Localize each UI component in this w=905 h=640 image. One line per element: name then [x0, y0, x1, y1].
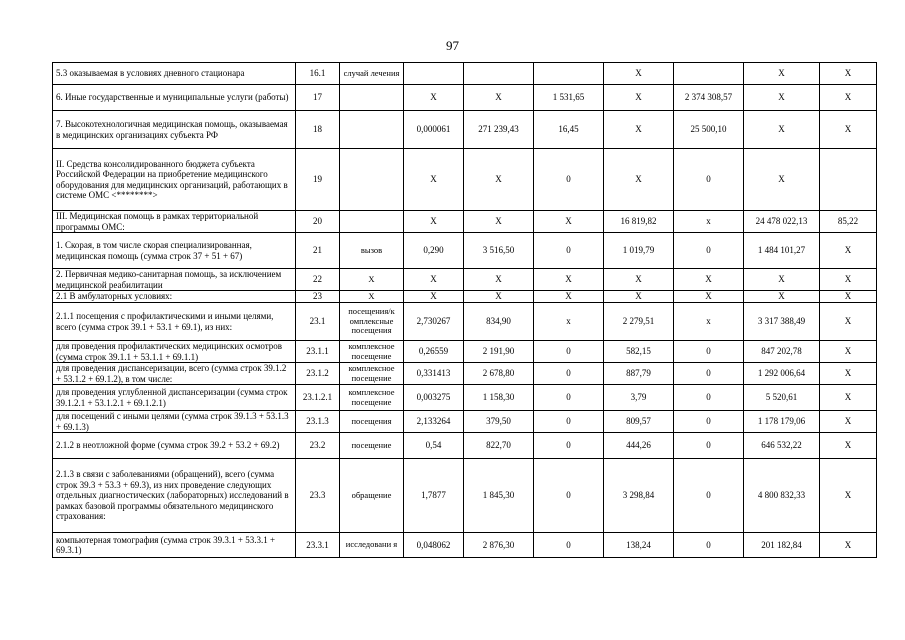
row-label: 2.1.3 в связи с заболеваниями (обращений), всего (сумма строк 39.3 + 53.3 + 69.3), из них проведение следующих отдельных диагностических (лабораторных) исследований в рамках базовой программы обязательного медицинского страхования: — [53, 459, 296, 533]
cost-cell — [464, 63, 534, 85]
indicator-cell: X — [404, 211, 464, 233]
row-number: 16.1 — [296, 63, 340, 85]
unit-cell: комплексное посещение — [340, 341, 404, 363]
unit-cell — [340, 111, 404, 149]
indicator-cell: 0,26559 — [404, 341, 464, 363]
cost-cell: X — [464, 291, 534, 303]
budget-cell: x — [534, 303, 604, 341]
cost-cell: 822,70 — [464, 433, 534, 459]
budget-total-cell: x — [674, 211, 744, 233]
table-body — [53, 63, 877, 558]
table-row — [53, 341, 877, 363]
oms-total-cell: 1 292 006,64 — [744, 363, 820, 385]
table-row — [53, 63, 877, 85]
table-row — [53, 269, 877, 291]
row-number: 23.1 — [296, 303, 340, 341]
row-number: 23 — [296, 291, 340, 303]
budget-total-cell — [674, 63, 744, 85]
unit-cell: посещение — [340, 433, 404, 459]
indicator-cell: X — [404, 149, 464, 211]
oms-total-cell: X — [744, 291, 820, 303]
cost-cell: 3 516,50 — [464, 233, 534, 269]
row-label: III. Медицинская помощь в рамках территориальной программы ОМС: — [53, 211, 296, 233]
row-number: 23.3.1 — [296, 533, 340, 558]
percent-cell: X — [820, 363, 877, 385]
percent-cell: X — [820, 85, 877, 111]
table-row — [53, 291, 877, 303]
row-number: 19 — [296, 149, 340, 211]
budget-cell: 0 — [534, 433, 604, 459]
percent-cell: X — [820, 269, 877, 291]
row-label: II. Средства консолидированного бюджета субъекта Российской Федерации на приобретение медицинского оборудования для медицинских организаций, работающих в системе ОМС <********> — [53, 149, 296, 211]
indicator-cell: 0,331413 — [404, 363, 464, 385]
financing-table — [52, 62, 877, 558]
budget-total-cell: 0 — [674, 341, 744, 363]
row-label: 2.1.2 в неотложной форме (сумма строк 39.2 + 53.2 + 69.2) — [53, 433, 296, 459]
budget-cell: 0 — [534, 459, 604, 533]
budget-cell: 0 — [534, 533, 604, 558]
row-label: 1. Скорая, в том числе скорая специализированная, медицинская помощь (сумма строк 37 + 51 + 67) — [53, 233, 296, 269]
table-row — [53, 303, 877, 341]
row-label: 2.1 В амбулаторных условиях: — [53, 291, 296, 303]
indicator-cell: 0,000061 — [404, 111, 464, 149]
unit-cell: обращение — [340, 459, 404, 533]
table-row — [53, 85, 877, 111]
cost-cell: 834,90 — [464, 303, 534, 341]
table-row — [53, 233, 877, 269]
budget-total-cell: X — [674, 291, 744, 303]
percent-cell: X — [820, 411, 877, 433]
budget-total-cell: 0 — [674, 149, 744, 211]
oms-total-cell: 201 182,84 — [744, 533, 820, 558]
oms-cell: 138,24 — [604, 533, 674, 558]
budget-total-cell: 25 500,10 — [674, 111, 744, 149]
cost-cell: X — [464, 85, 534, 111]
row-label: для посещений с иными целями (сумма строк 39.1.3 + 53.1.3 + 69.1.3) — [53, 411, 296, 433]
percent-cell: X — [820, 303, 877, 341]
percent-cell — [820, 149, 877, 211]
unit-cell: вызов — [340, 233, 404, 269]
indicator-cell: 0,048062 — [404, 533, 464, 558]
oms-total-cell: 1 484 101,27 — [744, 233, 820, 269]
oms-cell: 3 298,84 — [604, 459, 674, 533]
unit-cell — [340, 85, 404, 111]
oms-total-cell: 4 800 832,33 — [744, 459, 820, 533]
oms-cell: 582,15 — [604, 341, 674, 363]
oms-total-cell: X — [744, 269, 820, 291]
unit-cell: комплексное посещение — [340, 385, 404, 411]
table-row — [53, 433, 877, 459]
table-row — [53, 149, 877, 211]
budget-total-cell: 0 — [674, 233, 744, 269]
budget-cell: 1 531,65 — [534, 85, 604, 111]
cost-cell: 271 239,43 — [464, 111, 534, 149]
indicator-cell: 2,133264 — [404, 411, 464, 433]
budget-cell: X — [534, 291, 604, 303]
row-number: 22 — [296, 269, 340, 291]
row-label: 2.1.1 посещения с профилактическими и иными целями, всего (сумма строк 39.1 + 53.1 + 69.1), из них: — [53, 303, 296, 341]
unit-cell: посещения — [340, 411, 404, 433]
oms-total-cell: 3 317 388,49 — [744, 303, 820, 341]
indicator-cell: 0,290 — [404, 233, 464, 269]
cost-cell: X — [464, 269, 534, 291]
oms-total-cell: 5 520,61 — [744, 385, 820, 411]
row-label: 7. Высокотехнологичная медицинская помощь, оказываемая в медицинских организациях субъекта РФ — [53, 111, 296, 149]
oms-total-cell: X — [744, 149, 820, 211]
row-number: 23.1.2.1 — [296, 385, 340, 411]
percent-cell: X — [820, 111, 877, 149]
oms-total-cell: X — [744, 111, 820, 149]
oms-total-cell: 646 532,22 — [744, 433, 820, 459]
oms-total-cell: 847 202,78 — [744, 341, 820, 363]
oms-total-cell: 1 178 179,06 — [744, 411, 820, 433]
cost-cell: 1 158,30 — [464, 385, 534, 411]
budget-cell: 0 — [534, 363, 604, 385]
oms-cell: 444,26 — [604, 433, 674, 459]
row-label: 6. Иные государственные и муниципальные услуги (работы) — [53, 85, 296, 111]
oms-total-cell: 24 478 022,13 — [744, 211, 820, 233]
cost-cell: 1 845,30 — [464, 459, 534, 533]
oms-cell: X — [604, 63, 674, 85]
indicator-cell: 0,54 — [404, 433, 464, 459]
row-number: 23.1.1 — [296, 341, 340, 363]
row-label: для проведения углубленной диспансеризации (сумма строк 39.1.2.1 + 53.1.2.1 + 69.1.2.1) — [53, 385, 296, 411]
oms-cell: X — [604, 111, 674, 149]
budget-cell: 0 — [534, 149, 604, 211]
percent-cell: X — [820, 341, 877, 363]
budget-cell: 16,45 — [534, 111, 604, 149]
budget-cell: 0 — [534, 341, 604, 363]
oms-total-cell: X — [744, 85, 820, 111]
table-row — [53, 211, 877, 233]
budget-cell: 0 — [534, 385, 604, 411]
budget-cell: 0 — [534, 233, 604, 269]
indicator-cell: X — [404, 291, 464, 303]
percent-cell: X — [820, 63, 877, 85]
unit-cell: комплексное посещение — [340, 363, 404, 385]
budget-total-cell: X — [674, 269, 744, 291]
table-row — [53, 111, 877, 149]
budget-total-cell: 0 — [674, 363, 744, 385]
oms-total-cell: X — [744, 63, 820, 85]
percent-cell: X — [820, 533, 877, 558]
row-label: для проведения профилактических медицинских осмотров (сумма строк 39.1.1 + 53.1.1 + 69.1.1) — [53, 341, 296, 363]
budget-total-cell: 0 — [674, 411, 744, 433]
table-row — [53, 363, 877, 385]
budget-total-cell: 0 — [674, 433, 744, 459]
oms-cell: 2 279,51 — [604, 303, 674, 341]
row-label: компьютерная томография (сумма строк 39.3.1 + 53.3.1 + 69.3.1) — [53, 533, 296, 558]
indicator-cell: X — [404, 269, 464, 291]
percent-cell: X — [820, 291, 877, 303]
cost-cell: 379,50 — [464, 411, 534, 433]
budget-total-cell: 0 — [674, 385, 744, 411]
oms-cell: X — [604, 269, 674, 291]
row-number: 23.1.3 — [296, 411, 340, 433]
budget-cell: X — [534, 211, 604, 233]
oms-cell: X — [604, 149, 674, 211]
oms-cell: 809,57 — [604, 411, 674, 433]
unit-cell: посещения/к омплексные посещения — [340, 303, 404, 341]
percent-cell: 85,22 — [820, 211, 877, 233]
budget-total-cell: x — [674, 303, 744, 341]
row-number: 23.3 — [296, 459, 340, 533]
cost-cell: X — [464, 149, 534, 211]
row-number: 17 — [296, 85, 340, 111]
budget-cell: X — [534, 269, 604, 291]
indicator-cell: 0,003275 — [404, 385, 464, 411]
unit-cell — [340, 211, 404, 233]
budget-total-cell: 2 374 308,57 — [674, 85, 744, 111]
row-number: 21 — [296, 233, 340, 269]
row-label: для проведения диспансеризации, всего (сумма строк 39.1.2 + 53.1.2 + 69.1.2), в том числе: — [53, 363, 296, 385]
oms-cell: 16 819,82 — [604, 211, 674, 233]
table-row — [53, 385, 877, 411]
budget-total-cell: 0 — [674, 533, 744, 558]
row-number: 18 — [296, 111, 340, 149]
oms-cell: 887,79 — [604, 363, 674, 385]
unit-cell: случай лечения — [340, 63, 404, 85]
row-label: 2. Первичная медико-санитарная помощь, за исключением медицинской реабилитации — [53, 269, 296, 291]
indicator-cell — [404, 63, 464, 85]
oms-cell: 1 019,79 — [604, 233, 674, 269]
table-row — [53, 459, 877, 533]
page-number: 97 — [446, 38, 459, 53]
row-number: 20 — [296, 211, 340, 233]
row-number: 23.1.2 — [296, 363, 340, 385]
row-label: 5.3 оказываемая в условиях дневного стационара — [53, 63, 296, 85]
indicator-cell: X — [404, 85, 464, 111]
percent-cell: X — [820, 233, 877, 269]
oms-cell: X — [604, 85, 674, 111]
percent-cell: X — [820, 459, 877, 533]
unit-cell — [340, 149, 404, 211]
cost-cell: 2 876,30 — [464, 533, 534, 558]
percent-cell: X — [820, 433, 877, 459]
cost-cell: X — [464, 211, 534, 233]
indicator-cell: 1,7877 — [404, 459, 464, 533]
cost-cell: 2 678,80 — [464, 363, 534, 385]
table-row — [53, 533, 877, 558]
unit-cell: исследовани я — [340, 533, 404, 558]
row-number: 23.2 — [296, 433, 340, 459]
budget-cell — [534, 63, 604, 85]
budget-cell: 0 — [534, 411, 604, 433]
unit-cell: X — [340, 269, 404, 291]
cost-cell: 2 191,90 — [464, 341, 534, 363]
percent-cell: X — [820, 385, 877, 411]
unit-cell: X — [340, 291, 404, 303]
oms-cell: 3,79 — [604, 385, 674, 411]
oms-cell: X — [604, 291, 674, 303]
budget-total-cell: 0 — [674, 459, 744, 533]
indicator-cell: 2,730267 — [404, 303, 464, 341]
table-row — [53, 411, 877, 433]
